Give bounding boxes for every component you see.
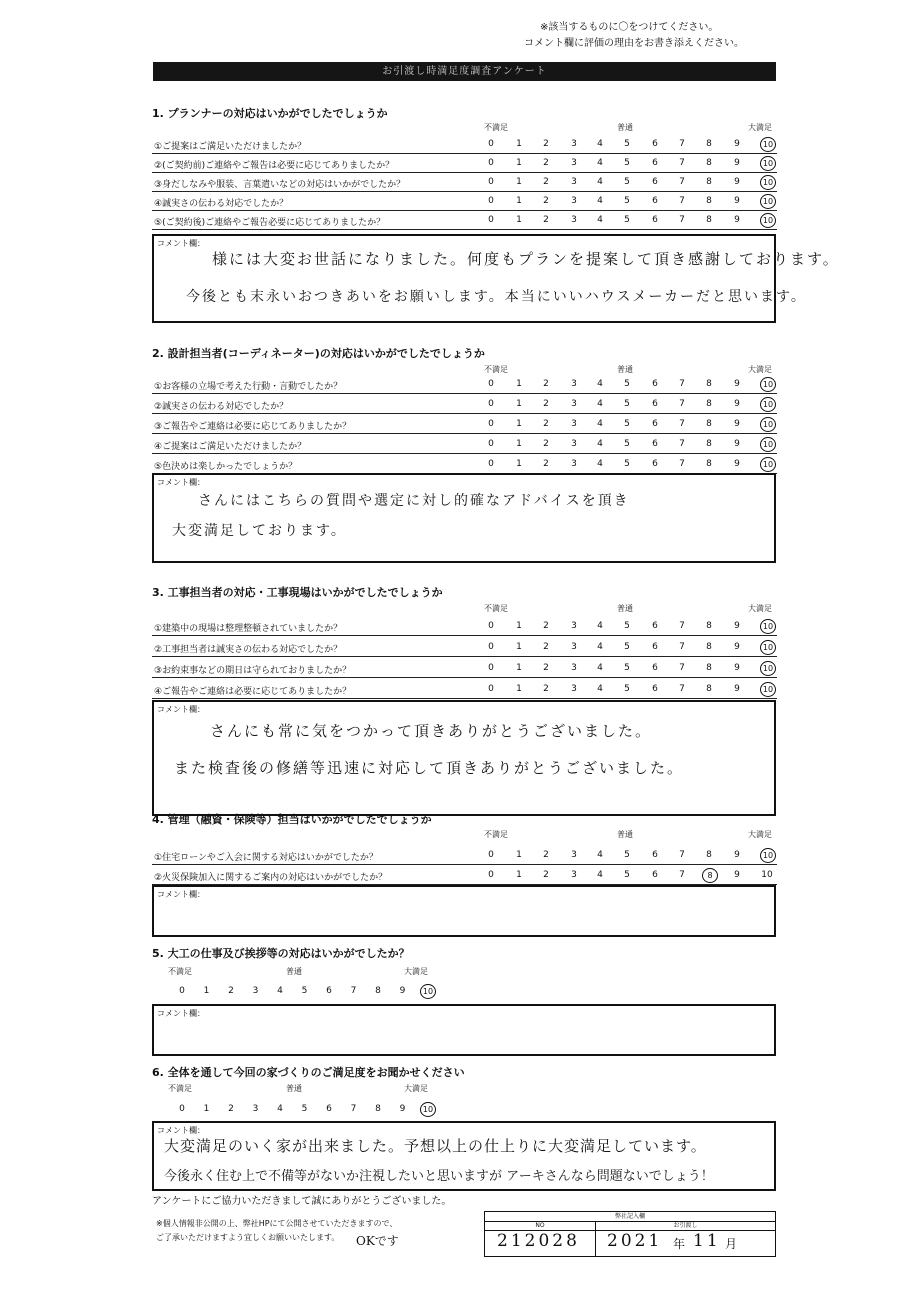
rating-option[interactable]: 2 xyxy=(228,1104,234,1114)
rating-option[interactable]: 9 xyxy=(734,621,740,631)
selected-rating[interactable]: 10 xyxy=(760,377,776,392)
question-row xyxy=(152,133,777,154)
rating-option[interactable]: 8 xyxy=(706,399,712,409)
rating-option[interactable]: 0 xyxy=(488,850,494,860)
question-label: ④誠実さの伝わる対応でしたか？ xyxy=(154,199,289,209)
scale-high-label: 大満足 xyxy=(748,830,772,839)
rating-option[interactable]: 9 xyxy=(734,399,740,409)
selected-rating[interactable]: 10 xyxy=(760,682,776,697)
question-row xyxy=(152,636,777,657)
rating-option[interactable]: 6 xyxy=(652,663,658,673)
rating-option[interactable]: 3 xyxy=(571,158,577,168)
rating-option[interactable]: 1 xyxy=(516,158,522,168)
rating-option[interactable]: 5 xyxy=(624,379,630,389)
rating-option[interactable]: 2 xyxy=(543,379,549,389)
office-use-title: 弊社記入欄 xyxy=(485,1212,775,1222)
section-title: 5. 大工の仕事及び挨拶等の対応はいかがでしたか？ xyxy=(152,947,410,960)
rating-option[interactable]: 7 xyxy=(679,139,685,149)
rating-option[interactable]: 5 xyxy=(624,399,630,409)
rating-option[interactable]: 3 xyxy=(571,139,577,149)
delivery-year: 2021 xyxy=(607,1231,663,1251)
privacy-note: ご了承いただけますよう宜しくお願いいたします。 xyxy=(156,1233,340,1242)
rating-scale xyxy=(0,980,920,1000)
rating-option[interactable]: 3 xyxy=(571,621,577,631)
rating-option[interactable]: 8 xyxy=(706,850,712,860)
rating-option[interactable]: 7 xyxy=(679,399,685,409)
rating-option[interactable]: 3 xyxy=(571,379,577,389)
rating-option[interactable]: 3 xyxy=(571,196,577,206)
rating-option[interactable]: 9 xyxy=(734,870,740,880)
question-label: ②(ご契約前)ご連絡やご報告は必要に応じてありましたか？ xyxy=(154,161,395,171)
scale-low-label: 不満足 xyxy=(168,967,192,976)
rating-option[interactable]: 0 xyxy=(179,1104,185,1114)
comment-label: コメント欄： xyxy=(157,239,205,248)
rating-option[interactable]: 4 xyxy=(597,139,603,149)
rating-option[interactable]: 0 xyxy=(488,196,494,206)
rating-option[interactable]: 3 xyxy=(571,850,577,860)
rating-option[interactable]: 4 xyxy=(597,870,603,880)
selected-rating[interactable]: 10 xyxy=(760,457,776,472)
selected-rating[interactable]: 10 xyxy=(760,194,776,209)
rating-option[interactable]: 8 xyxy=(706,177,712,187)
rating-option[interactable]: 5 xyxy=(624,177,630,187)
question-row xyxy=(152,393,777,414)
rating-option[interactable]: 4 xyxy=(597,642,603,652)
section-title: 2. 設計担当者(コーディネーター)の対応はいかがでしたでしょうか xyxy=(152,347,485,360)
rating-option[interactable]: 5 xyxy=(624,215,630,225)
rating-option[interactable]: 4 xyxy=(597,419,603,429)
rating-option[interactable]: 2 xyxy=(543,215,549,225)
rating-option[interactable]: 2 xyxy=(543,399,549,409)
rating-option[interactable]: 0 xyxy=(488,379,494,389)
rating-option[interactable]: 6 xyxy=(652,139,658,149)
rating-option[interactable]: 5 xyxy=(301,1104,308,1114)
scale-mid-label: 普通 xyxy=(617,604,633,613)
rating-option[interactable]: 2 xyxy=(543,439,549,449)
section-title: 3. 工事担当者の対応・工事現場はいかがでしたでしょうか xyxy=(152,586,443,599)
rating-option[interactable]: 6 xyxy=(652,684,658,694)
selected-rating[interactable]: 10 xyxy=(760,397,776,412)
question-label: ①お客様の立場で考えた行動・言動でしたか？ xyxy=(154,382,343,392)
instruction-note-comment: コメント欄に評価の理由をお書き添えください。 xyxy=(524,38,744,49)
rating-option[interactable]: 0 xyxy=(488,870,494,880)
question-row xyxy=(152,373,777,394)
rating-option[interactable]: 2 xyxy=(543,419,549,429)
handwritten-comment: また検査後の修繕等迅速に対応して頂きありがとうございました。 xyxy=(174,759,685,777)
rating-option[interactable]: 8 xyxy=(375,986,381,996)
rating-option[interactable]: 7 xyxy=(679,621,685,631)
scale-high-label: 大満足 xyxy=(404,967,428,976)
rating-option[interactable]: 2 xyxy=(543,158,549,168)
rating-option[interactable]: 4 xyxy=(597,850,603,860)
rating-option[interactable]: 4 xyxy=(597,196,603,206)
rating-option[interactable]: 4 xyxy=(597,215,603,225)
rating-option[interactable]: 3 xyxy=(571,177,577,187)
question-label: ④ご提案はご満足いただけましたか？ xyxy=(154,442,307,452)
rating-option[interactable]: 9 xyxy=(734,850,740,860)
rating-option[interactable]: 0 xyxy=(488,419,494,429)
rating-option[interactable]: 0 xyxy=(488,439,494,449)
rating-option[interactable]: 6 xyxy=(652,158,658,168)
rating-option[interactable]: 9 xyxy=(399,986,406,996)
rating-option[interactable]: 1 xyxy=(516,177,522,187)
rating-option[interactable]: 4 xyxy=(597,663,603,673)
question-label: ③身だしなみや服装、言葉遣いなどの対応はいかがでしたか？ xyxy=(154,180,406,190)
scale-high-label: 大満足 xyxy=(748,604,772,613)
comment-box[interactable] xyxy=(152,885,776,937)
question-label: ④ご報告やご連絡は必要に応じてありましたか？ xyxy=(154,687,352,697)
rating-option[interactable]: 10 xyxy=(761,870,773,880)
scale-high-label: 大満足 xyxy=(748,365,772,374)
rating-option[interactable]: 7 xyxy=(350,1104,357,1114)
handwritten-comment: 様には大変お世話になりました。何度もプランを提案して頂き感謝しております。 xyxy=(212,250,840,268)
selected-rating[interactable]: 10 xyxy=(420,984,436,999)
rating-option[interactable]: 7 xyxy=(679,439,685,449)
question-row xyxy=(152,433,777,454)
rating-option[interactable]: 0 xyxy=(488,621,494,631)
scale-mid-label: 普通 xyxy=(286,1084,302,1093)
rating-option[interactable]: 8 xyxy=(706,419,712,429)
rating-option[interactable]: 3 xyxy=(571,642,577,652)
scale-low-label: 不満足 xyxy=(484,123,508,132)
comment-label: コメント欄： xyxy=(157,890,205,899)
thanks-message: アンケートにご協力いただきまして誠にありがとうございました。 xyxy=(152,1196,452,1207)
handwritten-comment: 今後とも末永いおつきあいをお願いします。本当にいいハウスメーカーだと思います。 xyxy=(186,289,807,305)
scale-low-label: 不満足 xyxy=(484,604,508,613)
rating-option[interactable]: 1 xyxy=(516,642,522,652)
handwritten-comment: 大変満足のいく家が出来ました。予想以上の仕上りに大変満足しています。 xyxy=(164,1137,707,1155)
rating-option[interactable]: 7 xyxy=(679,177,685,187)
question-label: ①ご提案はご満足いただけましたか？ xyxy=(154,142,307,152)
question-row xyxy=(152,844,777,865)
rating-option[interactable]: 1 xyxy=(516,379,522,389)
rating-option[interactable]: 5 xyxy=(624,439,630,449)
rating-option[interactable]: 7 xyxy=(679,419,685,429)
selected-rating[interactable]: 10 xyxy=(760,156,776,171)
question-label: ⑤色決めは楽しかったでしょうか？ xyxy=(154,462,298,472)
rating-option[interactable]: 6 xyxy=(652,621,658,631)
rating-option[interactable]: 5 xyxy=(624,139,630,149)
selected-rating[interactable]: 10 xyxy=(760,848,776,863)
rating-option[interactable]: 0 xyxy=(488,642,494,652)
question-row xyxy=(152,190,777,211)
selected-rating[interactable]: 10 xyxy=(760,213,776,228)
section-title: 6. 全体を通して今回の家づくりのご満足度をお聞かせください xyxy=(152,1066,465,1079)
comment-label: コメント欄： xyxy=(157,705,205,714)
rating-option[interactable]: 7 xyxy=(350,986,357,996)
selected-rating[interactable]: 10 xyxy=(420,1102,436,1117)
rating-option[interactable]: 4 xyxy=(597,379,603,389)
rating-option[interactable]: 5 xyxy=(624,642,630,652)
rating-option[interactable]: 8 xyxy=(706,139,712,149)
rating-option[interactable]: 0 xyxy=(488,399,494,409)
rating-option[interactable]: 8 xyxy=(375,1104,381,1114)
scale-mid-label: 普通 xyxy=(617,830,633,839)
rating-option[interactable]: 6 xyxy=(652,439,658,449)
question-row xyxy=(152,152,777,173)
scale-mid-label: 普通 xyxy=(286,967,302,976)
rating-option[interactable]: 2 xyxy=(543,642,549,652)
rating-option[interactable]: 4 xyxy=(277,1104,283,1114)
rating-option[interactable]: 1 xyxy=(516,663,522,673)
rating-option[interactable]: 0 xyxy=(488,158,494,168)
rating-option[interactable]: 9 xyxy=(734,177,740,187)
rating-option[interactable]: 1 xyxy=(516,139,522,149)
selected-rating[interactable]: 10 xyxy=(760,417,776,432)
rating-option[interactable]: 5 xyxy=(624,621,630,631)
handwritten-ok: OKです xyxy=(356,1234,399,1248)
section-title: 1. プランナーの対応はいかがでしたでしょうか xyxy=(152,107,388,120)
rating-option[interactable]: 7 xyxy=(679,196,685,206)
comment-box[interactable] xyxy=(152,1121,776,1191)
rating-option[interactable]: 8 xyxy=(706,379,712,389)
rating-option[interactable]: 9 xyxy=(734,196,740,206)
question-row xyxy=(152,209,777,230)
rating-option[interactable]: 7 xyxy=(679,850,685,860)
scale-low-label: 不満足 xyxy=(484,365,508,374)
rating-option[interactable]: 8 xyxy=(706,215,712,225)
rating-option[interactable]: 6 xyxy=(326,986,332,996)
no-value: 212028 xyxy=(497,1231,580,1251)
rating-option[interactable]: 5 xyxy=(624,158,630,168)
rating-option[interactable]: 5 xyxy=(624,663,630,673)
rating-option[interactable]: 1 xyxy=(203,1104,210,1114)
rating-option[interactable]: 8 xyxy=(706,642,712,652)
question-row xyxy=(152,657,777,678)
rating-option[interactable]: 8 xyxy=(706,196,712,206)
selected-rating[interactable]: 10 xyxy=(760,137,776,152)
rating-option[interactable]: 6 xyxy=(652,215,658,225)
rating-option[interactable]: 7 xyxy=(679,158,685,168)
section-title: 4. 管理（融資・保険等）担当はいかがでしたでしょうか xyxy=(152,813,432,826)
rating-option[interactable]: 3 xyxy=(571,663,577,673)
handwritten-comment: さんにはこちらの質問や選定に対し的確なアドバイスを頂き xyxy=(198,493,630,509)
question-row xyxy=(152,413,777,434)
rating-option[interactable]: 2 xyxy=(543,196,549,206)
comment-box[interactable] xyxy=(152,234,840,323)
rating-option[interactable]: 6 xyxy=(326,1104,332,1114)
question-row xyxy=(152,615,777,636)
rating-option[interactable]: 2 xyxy=(543,663,549,673)
rating-option[interactable]: 1 xyxy=(516,439,522,449)
rating-option[interactable]: 0 xyxy=(488,215,494,225)
rating-option[interactable]: 4 xyxy=(597,158,603,168)
scale-low-label: 不満足 xyxy=(168,1084,192,1093)
rating-option[interactable]: 3 xyxy=(252,986,259,996)
rating-option[interactable]: 6 xyxy=(652,642,658,652)
rating-option[interactable]: 1 xyxy=(516,419,522,429)
selected-rating[interactable]: 10 xyxy=(760,619,776,634)
rating-option[interactable]: 0 xyxy=(488,684,494,694)
rating-option[interactable]: 3 xyxy=(571,419,577,429)
question-label: ③ご報告やご連絡は必要に応じてありましたか？ xyxy=(154,422,352,432)
rating-option[interactable]: 6 xyxy=(652,870,658,880)
rating-option[interactable]: 6 xyxy=(652,196,658,206)
question-label: ②誠実さの伝わる対応でしたか？ xyxy=(154,402,289,412)
rating-option[interactable]: 7 xyxy=(679,642,685,652)
question-label: ②工事担当者は誠実さの伝わる対応でしたか？ xyxy=(154,645,343,655)
question-label: ②火災保険加入に関するご案内の対応はいかがでしたか？ xyxy=(154,873,388,883)
rating-option[interactable]: 4 xyxy=(597,177,603,187)
rating-option[interactable]: 3 xyxy=(571,439,577,449)
rating-option[interactable]: 6 xyxy=(652,459,658,469)
instruction-note: ※該当するものに〇をつけてください。 xyxy=(540,22,719,33)
delivery-label: お引渡し xyxy=(596,1221,775,1231)
rating-option[interactable]: 4 xyxy=(277,986,283,996)
selected-rating[interactable]: 10 xyxy=(760,640,776,655)
rating-option[interactable]: 4 xyxy=(597,459,603,469)
comment-box[interactable] xyxy=(152,700,776,816)
rating-option[interactable]: 0 xyxy=(179,986,185,996)
selected-rating[interactable]: 8 xyxy=(702,868,718,883)
scale-mid-label: 普通 xyxy=(617,365,633,374)
question-row xyxy=(152,678,777,699)
rating-option[interactable]: 8 xyxy=(706,621,712,631)
rating-option[interactable]: 5 xyxy=(624,850,630,860)
question-label: ⑤(ご契約後)ご連絡やご報告必要に応じてありましたか？ xyxy=(154,218,386,228)
rating-option[interactable]: 2 xyxy=(228,986,234,996)
rating-option[interactable]: 8 xyxy=(706,439,712,449)
handwritten-comment: さんにも常に気をつかって頂きありがとうございました。 xyxy=(210,722,653,740)
rating-option[interactable]: 5 xyxy=(301,986,308,996)
rating-option[interactable]: 0 xyxy=(488,459,494,469)
rating-option[interactable]: 2 xyxy=(543,870,549,880)
rating-option[interactable]: 7 xyxy=(679,215,685,225)
handwritten-comment: 大変満足しております。 xyxy=(172,523,347,539)
rating-option[interactable]: 1 xyxy=(516,196,522,206)
rating-option[interactable]: 1 xyxy=(516,684,522,694)
rating-option[interactable]: 5 xyxy=(624,870,630,880)
rating-option[interactable]: 3 xyxy=(571,215,577,225)
rating-option[interactable]: 2 xyxy=(543,459,549,469)
scale-high-label: 大満足 xyxy=(404,1084,428,1093)
year-unit: 年 xyxy=(673,1237,689,1251)
rating-option[interactable]: 3 xyxy=(571,870,577,880)
rating-option[interactable]: 6 xyxy=(652,379,658,389)
rating-option[interactable]: 4 xyxy=(597,684,603,694)
rating-option[interactable]: 4 xyxy=(597,621,603,631)
delivery-month: 11 xyxy=(693,1231,721,1251)
rating-option[interactable]: 9 xyxy=(734,663,740,673)
selected-rating[interactable]: 10 xyxy=(760,437,776,452)
rating-option[interactable]: 7 xyxy=(679,684,685,694)
rating-option[interactable]: 4 xyxy=(597,439,603,449)
no-label: NO xyxy=(485,1221,596,1231)
question-row xyxy=(152,864,777,885)
month-unit: 月 xyxy=(725,1237,741,1251)
rating-option[interactable]: 2 xyxy=(543,684,549,694)
rating-option[interactable]: 0 xyxy=(488,663,494,673)
rating-option[interactable]: 6 xyxy=(652,419,658,429)
rating-option[interactable]: 2 xyxy=(543,139,549,149)
comment-label: コメント欄： xyxy=(157,1126,205,1135)
rating-option[interactable]: 8 xyxy=(706,663,712,673)
rating-option[interactable]: 9 xyxy=(734,642,740,652)
scale-mid-label: 普通 xyxy=(617,123,633,132)
rating-option[interactable]: 7 xyxy=(679,379,685,389)
rating-option[interactable]: 1 xyxy=(203,986,210,996)
rating-option[interactable]: 7 xyxy=(679,870,685,880)
rating-option[interactable]: 8 xyxy=(706,459,712,469)
privacy-note: ※個人情報非公開の上、弊社HPにて公開させていただきますので、 xyxy=(156,1219,398,1228)
rating-option[interactable]: 1 xyxy=(516,215,522,225)
rating-option[interactable]: 3 xyxy=(571,459,577,469)
rating-option[interactable]: 9 xyxy=(399,1104,406,1114)
rating-option[interactable]: 9 xyxy=(734,379,740,389)
rating-option[interactable]: 9 xyxy=(734,419,740,429)
survey-title-banner: お引渡し時満足度調査アンケート xyxy=(153,62,776,81)
rating-option[interactable]: 1 xyxy=(516,870,522,880)
rating-option[interactable]: 0 xyxy=(488,139,494,149)
comment-box[interactable] xyxy=(152,1004,776,1056)
rating-option[interactable]: 9 xyxy=(734,158,740,168)
question-label: ①住宅ローンやご入会に関する対応はいかがでしたか？ xyxy=(154,853,378,863)
office-use-box xyxy=(484,1211,776,1257)
rating-option[interactable]: 7 xyxy=(679,663,685,673)
rating-option[interactable]: 5 xyxy=(624,196,630,206)
rating-option[interactable]: 8 xyxy=(706,684,712,694)
rating-option[interactable]: 9 xyxy=(734,439,740,449)
rating-option[interactable]: 1 xyxy=(516,621,522,631)
rating-option[interactable]: 9 xyxy=(734,139,740,149)
rating-option[interactable]: 7 xyxy=(679,459,685,469)
question-label: ③お約束事などの期日は守られておりましたか？ xyxy=(154,666,352,676)
rating-option[interactable]: 8 xyxy=(706,158,712,168)
question-label: ①建築中の現場は整理整頓されていましたか？ xyxy=(154,624,343,634)
scale-low-label: 不満足 xyxy=(484,830,508,839)
rating-option[interactable]: 1 xyxy=(516,399,522,409)
selected-rating[interactable]: 10 xyxy=(760,175,776,190)
comment-label: コメント欄： xyxy=(157,478,205,487)
rating-option[interactable]: 6 xyxy=(652,399,658,409)
rating-option[interactable]: 6 xyxy=(652,177,658,187)
rating-option[interactable]: 1 xyxy=(516,850,522,860)
question-row xyxy=(152,171,777,192)
comment-label: コメント欄： xyxy=(157,1009,205,1018)
rating-option[interactable]: 3 xyxy=(571,684,577,694)
rating-option[interactable]: 9 xyxy=(734,684,740,694)
rating-option[interactable]: 2 xyxy=(543,850,549,860)
rating-option[interactable]: 2 xyxy=(543,177,549,187)
rating-option[interactable]: 5 xyxy=(624,684,630,694)
handwritten-comment: 今後永く住む上で不備等がないか注視したいと思いますが アーキさんなら問題ないでしょう！ xyxy=(164,1169,714,1184)
comment-box[interactable] xyxy=(152,473,776,563)
rating-option[interactable]: 0 xyxy=(488,177,494,187)
rating-scale xyxy=(0,1098,920,1118)
rating-option[interactable]: 1 xyxy=(516,459,522,469)
rating-option[interactable]: 9 xyxy=(734,459,740,469)
rating-option[interactable]: 2 xyxy=(543,621,549,631)
scale-high-label: 大満足 xyxy=(748,123,772,132)
rating-option[interactable]: 5 xyxy=(624,459,630,469)
question-row xyxy=(152,453,777,474)
rating-option[interactable]: 9 xyxy=(734,215,740,225)
rating-option[interactable]: 3 xyxy=(571,399,577,409)
rating-option[interactable]: 5 xyxy=(624,419,630,429)
selected-rating[interactable]: 10 xyxy=(760,661,776,676)
rating-option[interactable]: 4 xyxy=(597,399,603,409)
rating-option[interactable]: 3 xyxy=(252,1104,259,1114)
rating-option[interactable]: 6 xyxy=(652,850,658,860)
